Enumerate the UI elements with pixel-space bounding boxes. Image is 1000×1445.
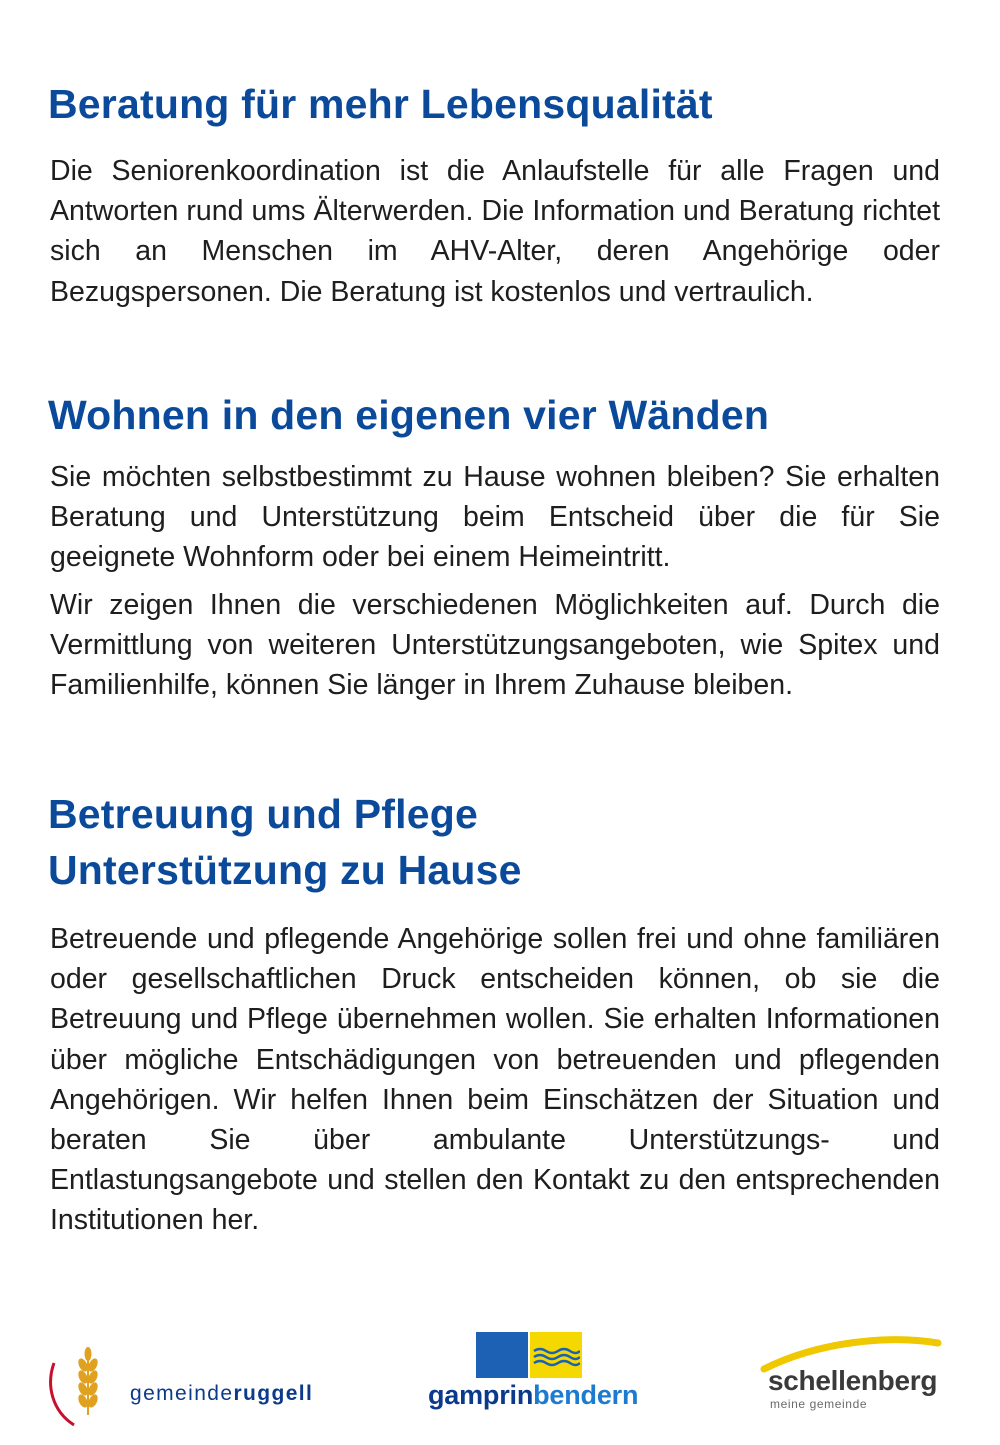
waves-icon	[532, 1346, 580, 1368]
paragraph-wohnen-2: Wir zeigen Ihnen die verschiedenen Möglichkeiten auf. Durch die Vermittlung von weiteren Unterstützungsangeboten, wie Spitex und Familienhilfe, können Sie länger in Ihrem Zuhause bleiben.	[50, 589, 940, 702]
logo-gemeinde-ruggell	[48, 1345, 328, 1430]
schellenberg-wordmark: schellenberg	[768, 1365, 938, 1396]
logo-gamprin-bendern	[428, 1330, 638, 1430]
blue-square	[476, 1332, 528, 1378]
ruggell-wordmark: gemeinderuggell	[130, 1382, 314, 1405]
wheat-icon	[48, 1345, 108, 1430]
section-heading-wohnen: Wohnen in den eigenen vier Wänden	[48, 392, 770, 438]
section-heading-betreuung	[48, 786, 522, 898]
section-heading-beratung: Beratung für mehr Lebensqualität	[48, 81, 713, 127]
paragraph-betreuung: Betreuende und pflegende Angehörige sollen frei und ohne familiären oder gesellschaftlichen Druck entscheiden können, ob sie die Betreuung und Pflege übernehmen wollen. Sie erhalten Informationen über mögliche Entschädigungen von betreuenden und pflegenden Angehörigen. Wir helfen Ihnen beim Einschätzen der Situation und beraten Sie über ambulante Unterstützungs- und Entlastungsangebote und stellen den Kontakt zu den entsprechenden Institutionen her.	[50, 923, 940, 1237]
heading-line-2: Unterstützung zu Hause	[48, 847, 522, 893]
gamprin-bendern-wordmark: gamprinbendern	[428, 1380, 639, 1410]
schellenberg-tagline: meine gemeinde	[770, 1397, 868, 1411]
logo-schellenberg	[760, 1335, 945, 1415]
heading-line-1: Betreuung und Pflege	[48, 791, 478, 837]
paragraph-wohnen-1: Sie möchten selbstbestimmt zu Hause wohnen bleiben? Sie erhalten Beratung und Unterstützung beim Entscheid über die für Sie geeignete Wohnform oder bei einem Heimeintritt.	[50, 461, 940, 574]
paragraph-beratung: Die Seniorenkoordination ist die Anlaufstelle für alle Fragen und Antworten rund ums Älterwerden. Die Information und Beratung richtet sich an Menschen im AHV-Alter, deren Angehörige oder Bezugspersonen. Die Beratung ist kostenlos und vertraulich.	[50, 155, 940, 308]
